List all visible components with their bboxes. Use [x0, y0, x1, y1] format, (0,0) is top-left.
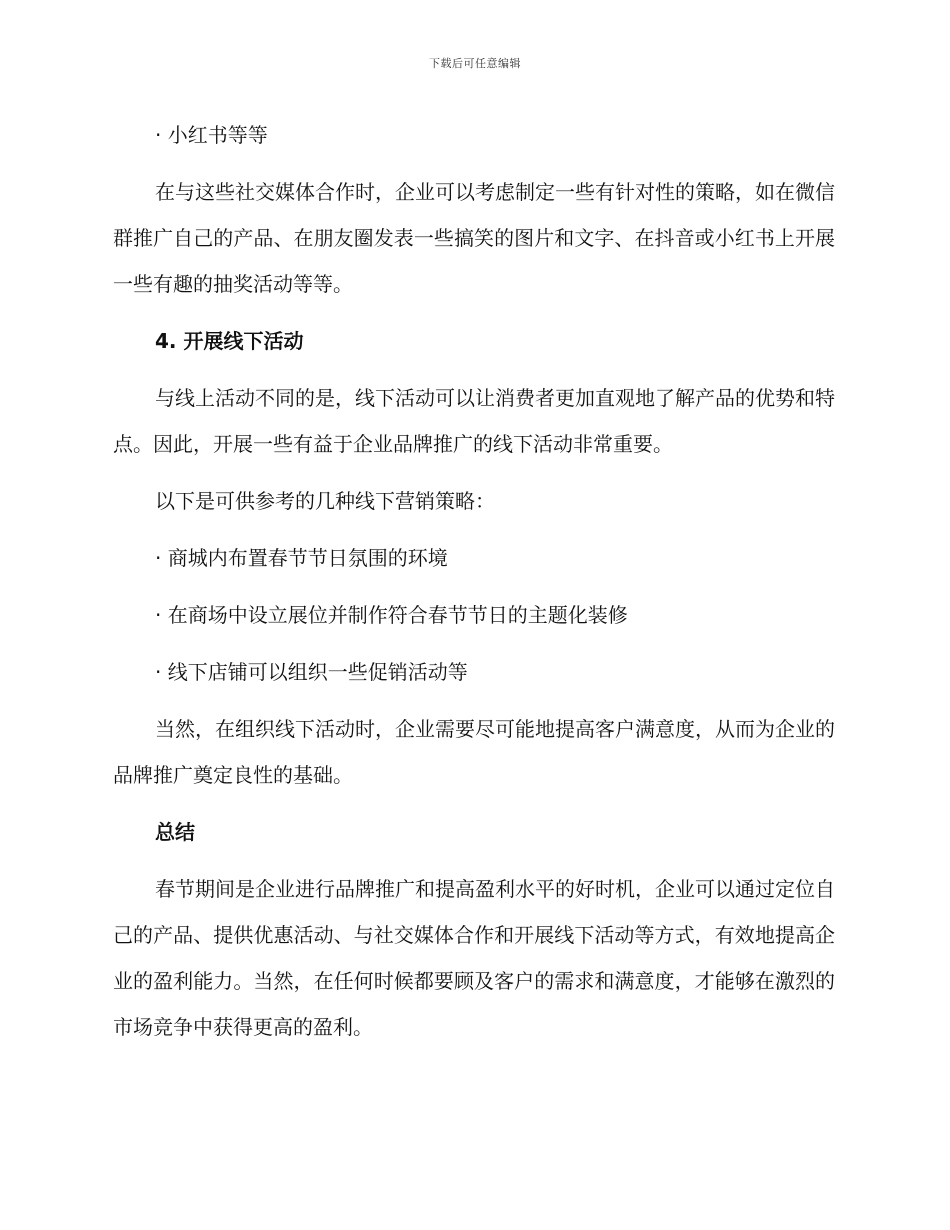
section-heading-summary: 总结 — [155, 820, 195, 844]
paragraph-summary: 春节期间是企业进行品牌推广和提高盈利水平的好时机，企业可以通过定位自己的产品、提供优惠活动、与社交媒体合作和开展线下活动等方式，有效地提高企业的盈利能力。当然，在任何时候都要顾及客户的需求和满意度，才能够在激烈的市场竞争中获得更高的盈利。 — [113, 877, 835, 1039]
paragraph-social-strategy: 在与这些社交媒体合作时，企业可以考虑制定一些有针对性的策略，如在微信群推广自己的产品、在朋友圈发表一些搞笑的图片和文字、在抖音或小红书上开展一些有趣的抽奖活动等等。 — [113, 180, 835, 296]
bullet-item-mall-atmosphere: · 商城内布置春节节日氛围的环境 — [155, 546, 448, 570]
bullet-item-store-promotion: · 线下店铺可以组织一些促销活动等 — [155, 660, 468, 684]
paragraph-offline-intro: 与线上活动不同的是，线下活动可以让消费者更加直观地了解产品的优势和特点。因此，开展一些有益于企业品牌推广的线下活动非常重要。 — [113, 386, 835, 456]
section-heading-offline: 4. 开展线下活动 — [155, 329, 304, 353]
paragraph-offline-strategies: 以下是可供参考的几种线下营销策略： — [155, 489, 495, 513]
document-body — [113, 112, 835, 1061]
paragraph-customer-satisfaction: 当然，在组织线下活动时，企业需要尽可能地提高客户满意度，从而为企业的品牌推广奠定良性的基础。 — [113, 717, 835, 787]
bullet-item-booth-decoration: · 在商场中设立展位并制作符合春节节日的主题化装修 — [155, 603, 628, 627]
bullet-item-xiaohongshu: · 小红书等等 — [155, 123, 268, 147]
page-header: 下载后可任意编辑 — [429, 57, 521, 70]
